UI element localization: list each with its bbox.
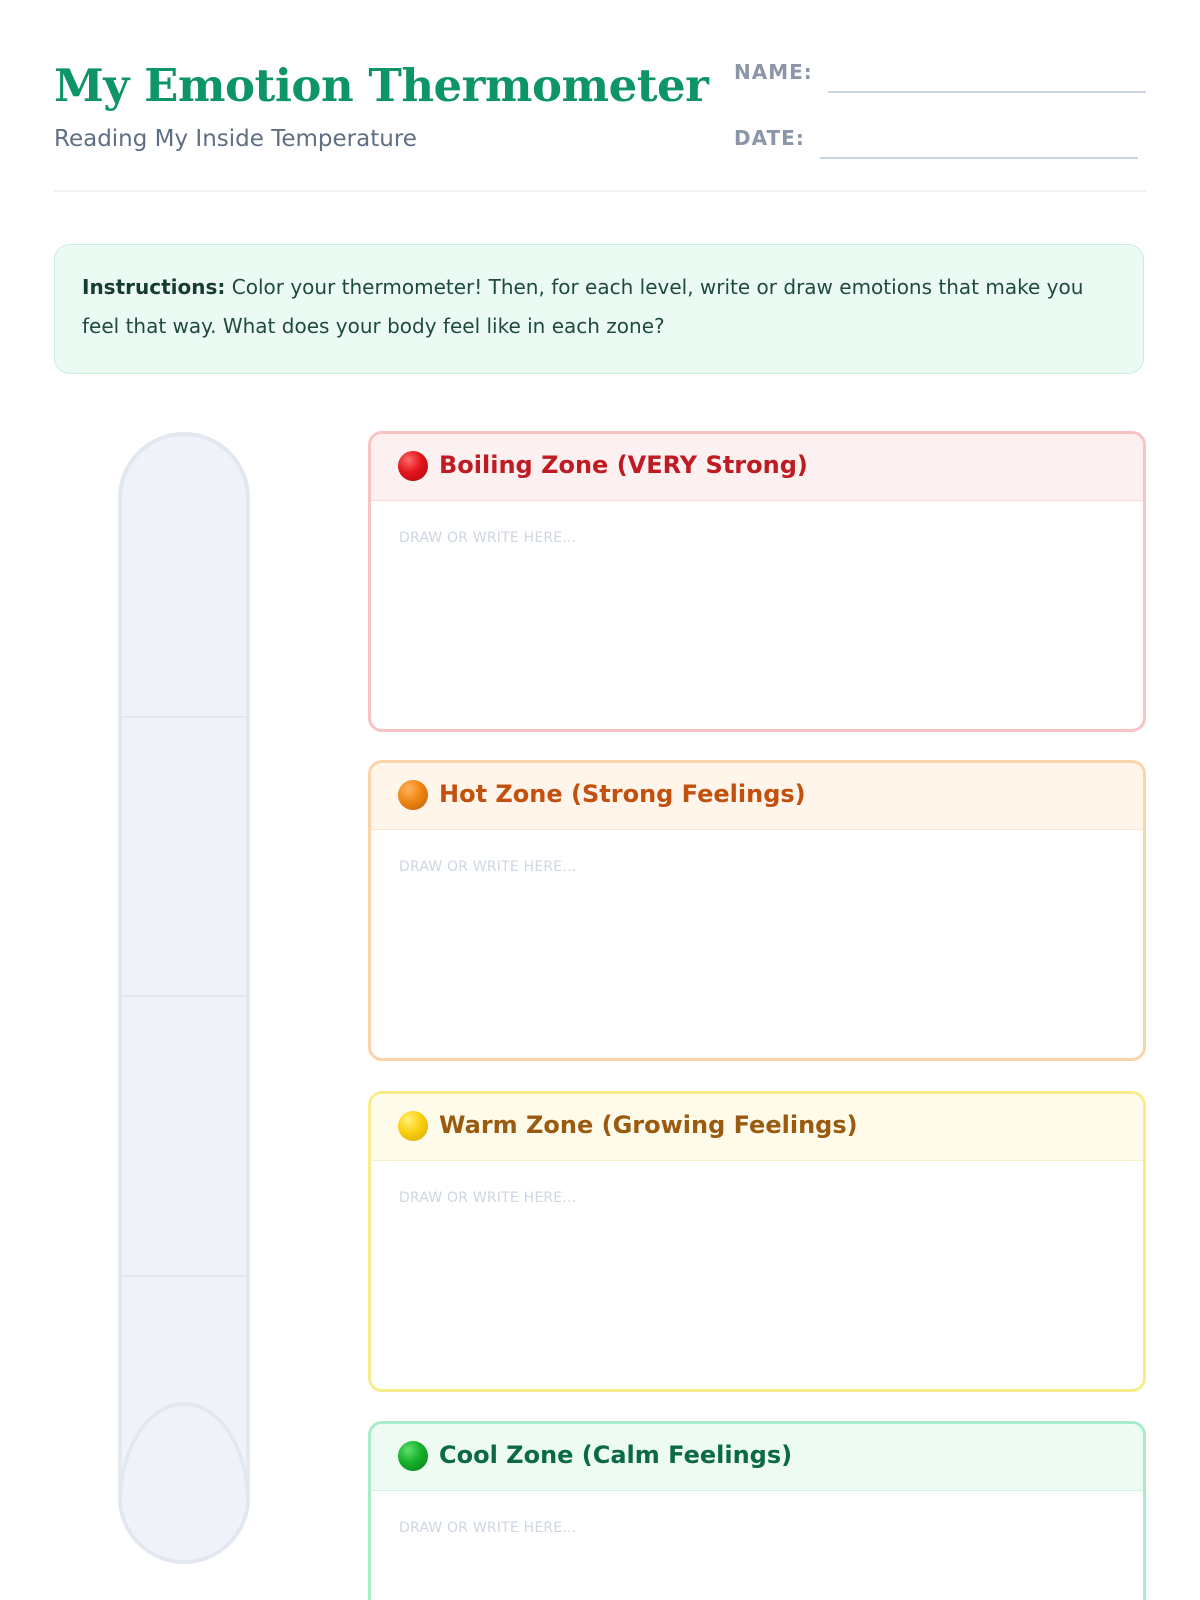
thermometer-divider bbox=[122, 1275, 246, 1277]
zone-title: Hot Zone (Strong Feelings) bbox=[439, 780, 806, 808]
zone-draw-area[interactable]: DRAW OR WRITE HERE... bbox=[399, 859, 577, 875]
zone-hot bbox=[368, 760, 1146, 1061]
zone-header bbox=[371, 1094, 1143, 1161]
date-label: DATE: bbox=[734, 126, 805, 150]
zone-title: Boiling Zone (VERY Strong) bbox=[439, 451, 808, 479]
zone-title: Warm Zone (Growing Feelings) bbox=[439, 1111, 858, 1139]
instructions-text: Color your thermometer! Then, for each level, write or draw emotions that make you feel that way. What does your body feel like in each zone? bbox=[82, 275, 1084, 338]
name-field[interactable] bbox=[734, 56, 1146, 96]
zone-warm bbox=[368, 1091, 1146, 1392]
zone-header bbox=[371, 1424, 1143, 1491]
page-title: My Emotion Thermometer bbox=[54, 59, 709, 112]
date-line[interactable] bbox=[820, 157, 1138, 159]
zone-header bbox=[371, 763, 1143, 830]
name-line[interactable] bbox=[828, 91, 1146, 93]
zone-draw-area[interactable]: DRAW OR WRITE HERE... bbox=[399, 530, 577, 546]
worksheet-header bbox=[54, 56, 1146, 192]
instructions-label: Instructions: bbox=[82, 275, 226, 299]
yellow-circle-icon bbox=[398, 1111, 428, 1141]
thermometer-bulb[interactable] bbox=[118, 1402, 250, 1564]
green-circle-icon bbox=[398, 1441, 428, 1471]
red-circle-icon bbox=[398, 451, 428, 481]
zone-draw-area[interactable]: DRAW OR WRITE HERE... bbox=[399, 1190, 577, 1206]
thermometer[interactable] bbox=[118, 432, 250, 1564]
zone-cool bbox=[368, 1421, 1146, 1600]
orange-circle-icon bbox=[398, 780, 428, 810]
page-subtitle: Reading My Inside Temperature bbox=[54, 126, 417, 152]
zone-boiling bbox=[368, 431, 1146, 732]
zone-title: Cool Zone (Calm Feelings) bbox=[439, 1441, 793, 1469]
date-field[interactable] bbox=[734, 122, 1146, 162]
thermometer-divider bbox=[122, 716, 246, 718]
zone-header bbox=[371, 434, 1143, 501]
thermometer-divider bbox=[122, 995, 246, 997]
name-label: NAME: bbox=[734, 60, 813, 84]
instructions-box bbox=[54, 244, 1144, 374]
zone-draw-area[interactable]: DRAW OR WRITE HERE... bbox=[399, 1520, 577, 1536]
